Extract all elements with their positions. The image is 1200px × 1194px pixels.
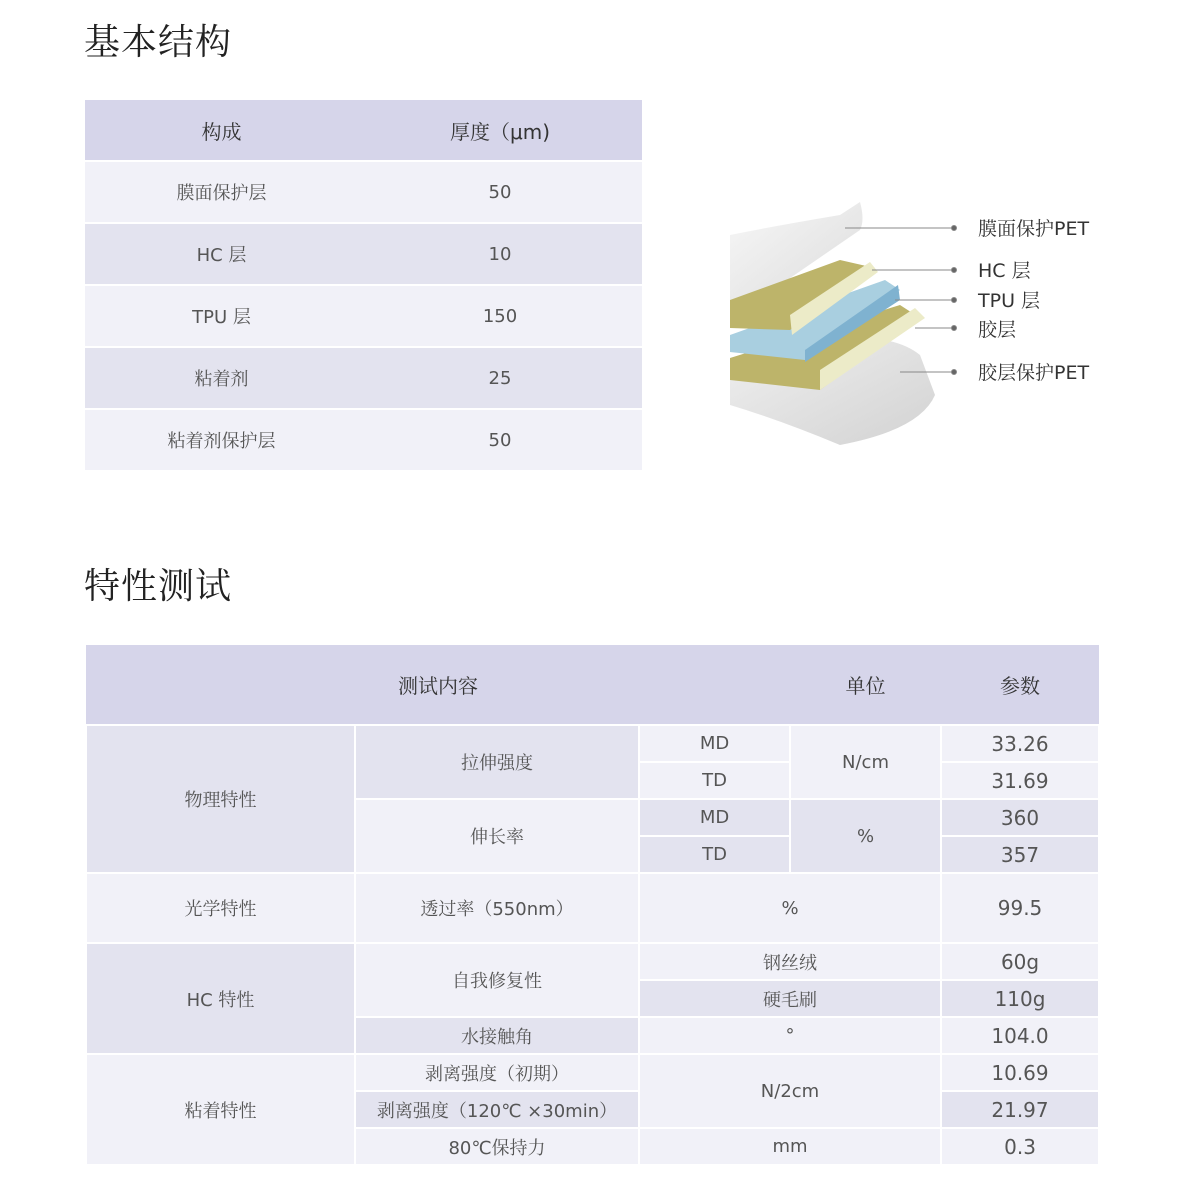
item-transmittance: 透过率（550nm）: [355, 873, 639, 943]
layer-name: 膜面保护层: [85, 161, 358, 223]
method-steel-wool: 钢丝绒: [639, 943, 941, 980]
category-physical: 物理特性: [86, 725, 355, 873]
properties-title: 特性测试: [84, 566, 233, 607]
table-row: [85, 285, 642, 347]
diagram-label-tpu: TPU 层: [978, 290, 1041, 312]
value-steel-wool: 60g: [941, 943, 1099, 980]
unit-peel: N/2cm: [639, 1054, 941, 1128]
structure-table: [85, 100, 642, 472]
header-test-content: 测试内容: [86, 645, 790, 725]
layer-name: 粘着剂保护层: [85, 409, 358, 471]
value-tensile-td: 31.69: [941, 762, 1099, 799]
header-value: 参数: [941, 645, 1099, 725]
table-row: [86, 943, 1099, 980]
value-hard-brush: 110g: [941, 980, 1099, 1017]
value-tensile-md: 33.26: [941, 725, 1099, 762]
item-self-repair: 自我修复性: [355, 943, 639, 1017]
layer-thickness: 50: [358, 409, 642, 471]
unit-holding: mm: [639, 1128, 941, 1165]
structure-title: 基本结构: [84, 22, 233, 63]
header-unit: 单位: [790, 645, 941, 725]
direction-md: MD: [639, 799, 790, 836]
properties-header-row: [86, 645, 1099, 725]
item-peel-aged: 剥离强度（120℃ ×30min）: [355, 1091, 639, 1128]
value-contact-angle: 104.0: [941, 1017, 1099, 1054]
item-tensile: 拉伸强度: [355, 725, 639, 799]
direction-md: MD: [639, 725, 790, 762]
structure-header-row: [85, 100, 642, 161]
category-optical: 光学特性: [86, 873, 355, 943]
unit-elongation: %: [790, 799, 941, 873]
category-hc: HC 特性: [86, 943, 355, 1054]
item-elongation: 伸长率: [355, 799, 639, 873]
table-row: [86, 873, 1099, 943]
value-transmittance: 99.5: [941, 873, 1099, 943]
layer-thickness: 10: [358, 223, 642, 285]
layer-name: 粘着剂: [85, 347, 358, 409]
properties-table: [85, 645, 1100, 1166]
layer-thickness: 50: [358, 161, 642, 223]
diagram-label-adhesive: 胶层: [978, 319, 1017, 341]
diagram-label-pet-top: 膜面保护PET: [978, 218, 1090, 240]
unit-transmittance: %: [639, 873, 941, 943]
layer-structure-diagram: [720, 190, 1120, 460]
item-peel-initial: 剥离强度（初期）: [355, 1054, 639, 1091]
layer-thickness: 150: [358, 285, 642, 347]
table-row: [85, 223, 642, 285]
layer-thickness: 25: [358, 347, 642, 409]
value-elong-td: 357: [941, 836, 1099, 873]
diagram-label-hc: HC 层: [978, 260, 1031, 282]
value-holding: 0.3: [941, 1128, 1099, 1165]
value-peel-aged: 21.97: [941, 1091, 1099, 1128]
layer-name: HC 层: [85, 223, 358, 285]
table-row: [86, 1054, 1099, 1091]
table-row: [85, 409, 642, 471]
table-row: [86, 725, 1099, 762]
method-hard-brush: 硬毛刷: [639, 980, 941, 1017]
category-adhesive: 粘着特性: [86, 1054, 355, 1165]
direction-td: TD: [639, 836, 790, 873]
table-row: [85, 161, 642, 223]
diagram-label-pet-bottom: 胶层保护PET: [978, 362, 1090, 384]
item-contact-angle: 水接触角: [355, 1017, 639, 1054]
header-composition: 构成: [85, 100, 358, 161]
layer-name: TPU 层: [85, 285, 358, 347]
value-elong-md: 360: [941, 799, 1099, 836]
table-row: [85, 347, 642, 409]
unit-tensile: N/cm: [790, 725, 941, 799]
item-holding: 80℃保持力: [355, 1128, 639, 1165]
value-peel-initial: 10.69: [941, 1054, 1099, 1091]
unit-contact-angle: °: [639, 1017, 941, 1054]
direction-td: TD: [639, 762, 790, 799]
header-thickness: 厚度（μm): [358, 100, 642, 161]
